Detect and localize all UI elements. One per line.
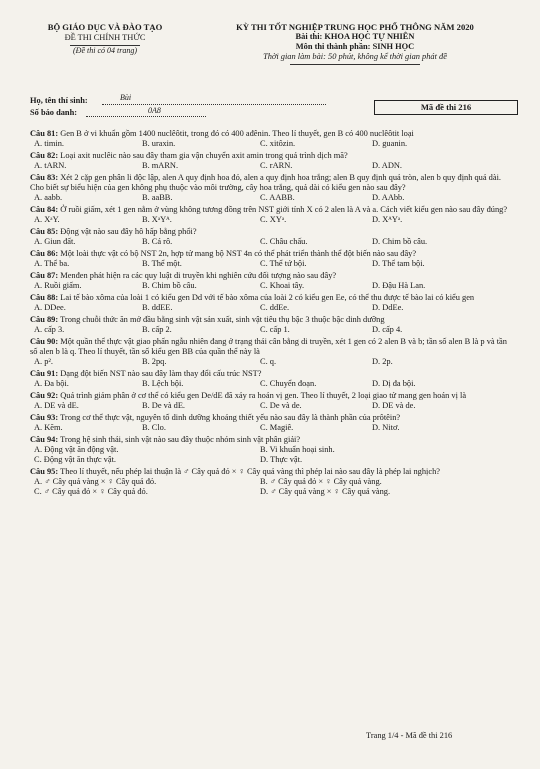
- question-stem: Dạng đột biến NST nào sau đây làm thay đổi cấu trúc NST?: [60, 369, 262, 378]
- answer-option-c: C. Chuyển đoạn.: [260, 379, 317, 388]
- answer-option-a: A. DDee.: [34, 303, 66, 312]
- answer-option-d: D. Thực vật.: [260, 455, 303, 464]
- question-item: [30, 337, 516, 369]
- question-number: Câu 85:: [30, 227, 59, 236]
- candidate-info: [30, 93, 330, 120]
- answer-option-c: C. cấp 1.: [260, 325, 290, 334]
- question-number: Câu 90:: [30, 337, 59, 346]
- question-number: Câu 81:: [30, 129, 59, 138]
- header-right: [188, 22, 522, 65]
- question-text: [30, 249, 516, 259]
- question-item: [30, 435, 516, 467]
- answer-option-d: D. Chim bồ câu.: [372, 237, 428, 246]
- question-text: [30, 205, 516, 215]
- answer-options: [30, 357, 516, 367]
- answer-options: [30, 445, 516, 465]
- question-stem: Trong cơ thể thực vật, nguyên tố dinh dưỡng khoáng thiết yếu nào sau đây là thành phần của prôtêin?: [60, 413, 401, 422]
- question-number: Câu 88:: [30, 293, 59, 302]
- answer-option-b: B. ♂ Cây quả đỏ × ♀ Cây quả vàng.: [260, 477, 382, 486]
- answer-options: [30, 401, 516, 411]
- answer-option-b: B. XᵃYᴬ.: [142, 215, 172, 224]
- answer-option-d: D. Nitơ.: [372, 423, 400, 432]
- question-stem: Menđen phát hiện ra các quy luật di truyền khi nghiên cứu đối tượng nào sau đây?: [60, 271, 337, 280]
- question-text: [30, 227, 516, 237]
- answer-option-b: B. De và dE.: [142, 401, 186, 410]
- question-item: [30, 271, 516, 293]
- answer-option-c: C. Khoai tây.: [260, 281, 305, 290]
- answer-option-b: B. Vi khuẩn hoại sinh.: [260, 445, 335, 454]
- question-number: Câu 89:: [30, 315, 59, 324]
- question-item: [30, 293, 516, 315]
- answer-option-c: C. AABB.: [260, 193, 295, 202]
- answer-option-c: C. Châu chấu.: [260, 237, 308, 246]
- answer-option-a: A. Giun đất.: [34, 237, 76, 246]
- name-fill-line: [102, 96, 326, 105]
- candidate-name-row: [30, 93, 330, 108]
- spacer: [30, 497, 516, 499]
- page-footer: Trang 1/4 - Mã đề thi 216: [366, 731, 453, 740]
- candidate-name-value: Bùi: [120, 93, 132, 102]
- question-text: [30, 435, 516, 445]
- answer-option-a: A. Đa bội.: [34, 379, 69, 388]
- answer-options: [30, 477, 516, 497]
- question-text: [30, 129, 516, 139]
- subject-name: Môn thi thành phần: SINH HỌC: [295, 42, 415, 51]
- answer-option-b: B. Chim bồ câu.: [142, 281, 197, 290]
- answer-option-d: D. 2p.: [372, 357, 393, 366]
- question-text: [30, 391, 516, 401]
- question-stem: Gen B ở vi khuẩn gồm 1400 nuclêôtit, trong đó có 400 ađênin. Theo lí thuyết, gen B có 400 nuclêôtit loại: [60, 129, 414, 138]
- divider: [290, 64, 420, 65]
- answer-option-a: A. tARN.: [34, 161, 67, 170]
- question-item: [30, 129, 516, 151]
- exam-time: Thời gian làm bài: 50 phút, không kể thời gian phát đề: [263, 52, 447, 61]
- answer-option-b: B. Thể một.: [142, 259, 182, 268]
- question-number: Câu 87:: [30, 271, 59, 280]
- ministry-name: BỘ GIÁO DỤC VÀ ĐÀO TẠO: [47, 22, 163, 32]
- answer-options: [30, 379, 516, 389]
- question-number: Câu 84:: [30, 205, 59, 214]
- question-item: [30, 467, 516, 499]
- page-count: (Đề thi có 04 trang): [73, 46, 137, 55]
- exam-code-box: Mã đề thi 216: [374, 100, 518, 115]
- answer-option-d: D. Dị đa bội.: [372, 379, 416, 388]
- question-item: [30, 173, 516, 205]
- answer-option-b: B. Lệch bội.: [142, 379, 184, 388]
- answer-options: [30, 281, 516, 291]
- answer-option-d: D. cấp 4.: [372, 325, 403, 334]
- question-stem: Loại axit nuclêic nào sau đây tham gia vận chuyển axit amin trong quá trình dịch mã?: [60, 151, 348, 160]
- answer-option-a: A. Thể ba.: [34, 259, 70, 268]
- question-stem: Một loài thực vật có bộ NST 2n, hợp tử mang bộ NST 4n có thể phát triển thành thể đột biến nào sau đây?: [60, 249, 417, 258]
- question-number: Câu 83:: [30, 173, 59, 182]
- question-stem: Trong chuỗi thức ăn mở đầu bằng sinh vật sản xuất, sinh vật tiêu thụ bậc 3 thuộc bậc dinh dưỡng: [60, 315, 385, 324]
- answer-options: [30, 303, 516, 313]
- question-text: [30, 151, 516, 161]
- exam-header: [30, 22, 522, 84]
- candidate-id-value: 0A8: [148, 106, 161, 115]
- answer-option-c: C. rARN.: [260, 161, 293, 170]
- answer-options: [30, 193, 516, 203]
- question-text: [30, 467, 516, 477]
- answer-option-c: C. Động vật ăn thực vật.: [34, 455, 116, 464]
- answer-option-a: A. Kẽm.: [34, 423, 63, 432]
- answer-options: [30, 259, 516, 269]
- answer-option-a: A. Ruồi giấm.: [34, 281, 82, 290]
- question-item: [30, 369, 516, 391]
- question-text: [30, 369, 516, 379]
- answer-option-b: B. 2pq.: [142, 357, 167, 366]
- question-stem: Quá trình giảm phân ở cơ thể có kiểu gen De/dE đã xảy ra hoán vị gen. Theo lí thuyết, 2 loại giao tử mang gen hoán vị là: [60, 391, 467, 400]
- header-left: [30, 22, 180, 56]
- question-stem: Theo lí thuyết, nếu phép lai thuận là ♂ Cây quả đỏ × ♀ Cây quả vàng thì phép lai nào sau đây là phép lai nghịch?: [60, 467, 440, 476]
- question-text: [30, 293, 516, 303]
- answer-option-b: B. Clo.: [142, 423, 166, 432]
- question-item: [30, 151, 516, 173]
- answer-option-a: A. Động vật ăn động vật.: [34, 445, 119, 454]
- answer-option-b: B. Cá rô.: [142, 237, 173, 246]
- answer-option-a: A. ♂ Cây quả vàng × ♀ Cây quả đỏ.: [34, 477, 157, 486]
- official-label: ĐỀ THI CHÍNH THỨC: [64, 33, 146, 42]
- question-item: [30, 249, 516, 271]
- answer-option-c: C. Magiê.: [260, 423, 294, 432]
- answer-option-d: D. AAbb.: [372, 193, 405, 202]
- answer-option-d: D. ♂ Cây quả vàng × ♀ Cây quả vàng.: [260, 487, 391, 496]
- answer-option-b: B. uraxin.: [142, 139, 176, 148]
- answer-options: [30, 215, 516, 225]
- answer-option-d: D. ADN.: [372, 161, 403, 170]
- answer-option-b: B. aaBB.: [142, 193, 173, 202]
- answer-option-d: D. DdEe.: [372, 303, 404, 312]
- answer-options: [30, 423, 516, 433]
- answer-option-a: A. p².: [34, 357, 54, 366]
- answer-options: [30, 325, 516, 335]
- candidate-id-label: Số báo danh:: [30, 108, 78, 117]
- answer-option-a: A. cấp 3.: [34, 325, 65, 334]
- answer-option-b: B. cấp 2.: [142, 325, 172, 334]
- question-stem: Ở ruồi giấm, xét 1 gen nằm ở vùng không tương đồng trên NST giới tính X có 2 alen là A và a. Cách viết kiểu gen nào sau đây đúng?: [60, 205, 508, 214]
- question-number: Câu 92:: [30, 391, 59, 400]
- answer-option-d: D. Đậu Hà Lan.: [372, 281, 426, 290]
- answer-option-d: D. XᴬYᵃ.: [372, 215, 403, 224]
- answer-option-d: D. Thể tam bội.: [372, 259, 425, 268]
- answer-options: [30, 161, 516, 171]
- answer-option-c: C. xitôzin.: [260, 139, 296, 148]
- answer-option-b: B. mARN.: [142, 161, 179, 170]
- subject-group: Bài thi: KHOA HỌC TỰ NHIÊN: [295, 32, 415, 41]
- answer-option-c: C. ddEe.: [260, 303, 290, 312]
- question-stem: Xét 2 cặp gen phân li độc lập, alen A quy định hoa đỏ, alen a quy định hoa trắng; alen B quy định quả tròn, alen b quy định quả dài. Cho biết sự biểu hiện của gen không phụ thuộc vào môi trường, cây hoa trắng, quả dài có kiểu gen nào sau đây?: [30, 173, 501, 192]
- answer-option-c: C. Thể tứ bội.: [260, 259, 307, 268]
- answer-option-d: D. DE và de.: [372, 401, 416, 410]
- question-number: Câu 86:: [30, 249, 59, 258]
- question-stem: Trong hệ sinh thái, sinh vật nào sau đây thuộc nhóm sinh vật phân giải?: [60, 435, 301, 444]
- answer-options: [30, 237, 516, 247]
- question-text: [30, 413, 516, 423]
- answer-option-d: D. guanin.: [372, 139, 408, 148]
- question-text: [30, 271, 516, 281]
- answer-option-a: A. DE và dE.: [34, 401, 79, 410]
- question-stem: Động vật nào sau đây hô hấp bằng phổi?: [60, 227, 197, 236]
- question-text: [30, 315, 516, 325]
- answer-option-c: C. q.: [260, 357, 277, 366]
- answer-option-a: A. aabb.: [34, 193, 63, 202]
- id-fill-line: [86, 108, 206, 117]
- exam-title: KỲ THI TỐT NGHIỆP TRUNG HỌC PHỔ THÔNG NĂM 2020: [236, 22, 474, 32]
- question-stem: Lai tế bào xôma của loài 1 có kiểu gen Dd với tế bào xôma của loài 2 có kiểu gen Ee, có thể thu được tế bào lai có kiểu gen: [60, 293, 475, 302]
- question-number: Câu 93:: [30, 413, 59, 422]
- question-number: Câu 82:: [30, 151, 59, 160]
- question-item: [30, 205, 516, 227]
- question-item: [30, 413, 516, 435]
- answer-option-c: C. XYᵃ.: [260, 215, 287, 224]
- answer-option-a: A. timin.: [34, 139, 65, 148]
- candidate-id-row: [30, 108, 330, 120]
- question-number: Câu 95:: [30, 467, 59, 476]
- question-item: [30, 391, 516, 413]
- question-item: [30, 227, 516, 249]
- answer-option-c: C. ♂ Cây quả đỏ × ♀ Cây quả đỏ.: [34, 487, 148, 496]
- answer-option-b: B. ddEE.: [142, 303, 173, 312]
- answer-option-c: C. De và de.: [260, 401, 302, 410]
- answer-options: [30, 139, 516, 149]
- candidate-name-label: Họ, tên thí sinh:: [30, 96, 88, 105]
- question-number: Câu 94:: [30, 435, 59, 444]
- question-list: [30, 129, 516, 499]
- answer-option-a: A. XᵃY.: [34, 215, 60, 224]
- question-number: Câu 91:: [30, 369, 59, 378]
- question-item: [30, 315, 516, 337]
- question-text: [30, 337, 516, 357]
- question-stem: Một quần thể thực vật giao phấn ngẫu nhiên đang ở trạng thái cân bằng di truyền, xét 1 gen có 2 alen B và b; tần số alen B là p và tần số alen b là q. Theo lí thuyết, tần số kiểu gen BB của quần thể này là: [30, 337, 507, 356]
- question-text: [30, 173, 516, 193]
